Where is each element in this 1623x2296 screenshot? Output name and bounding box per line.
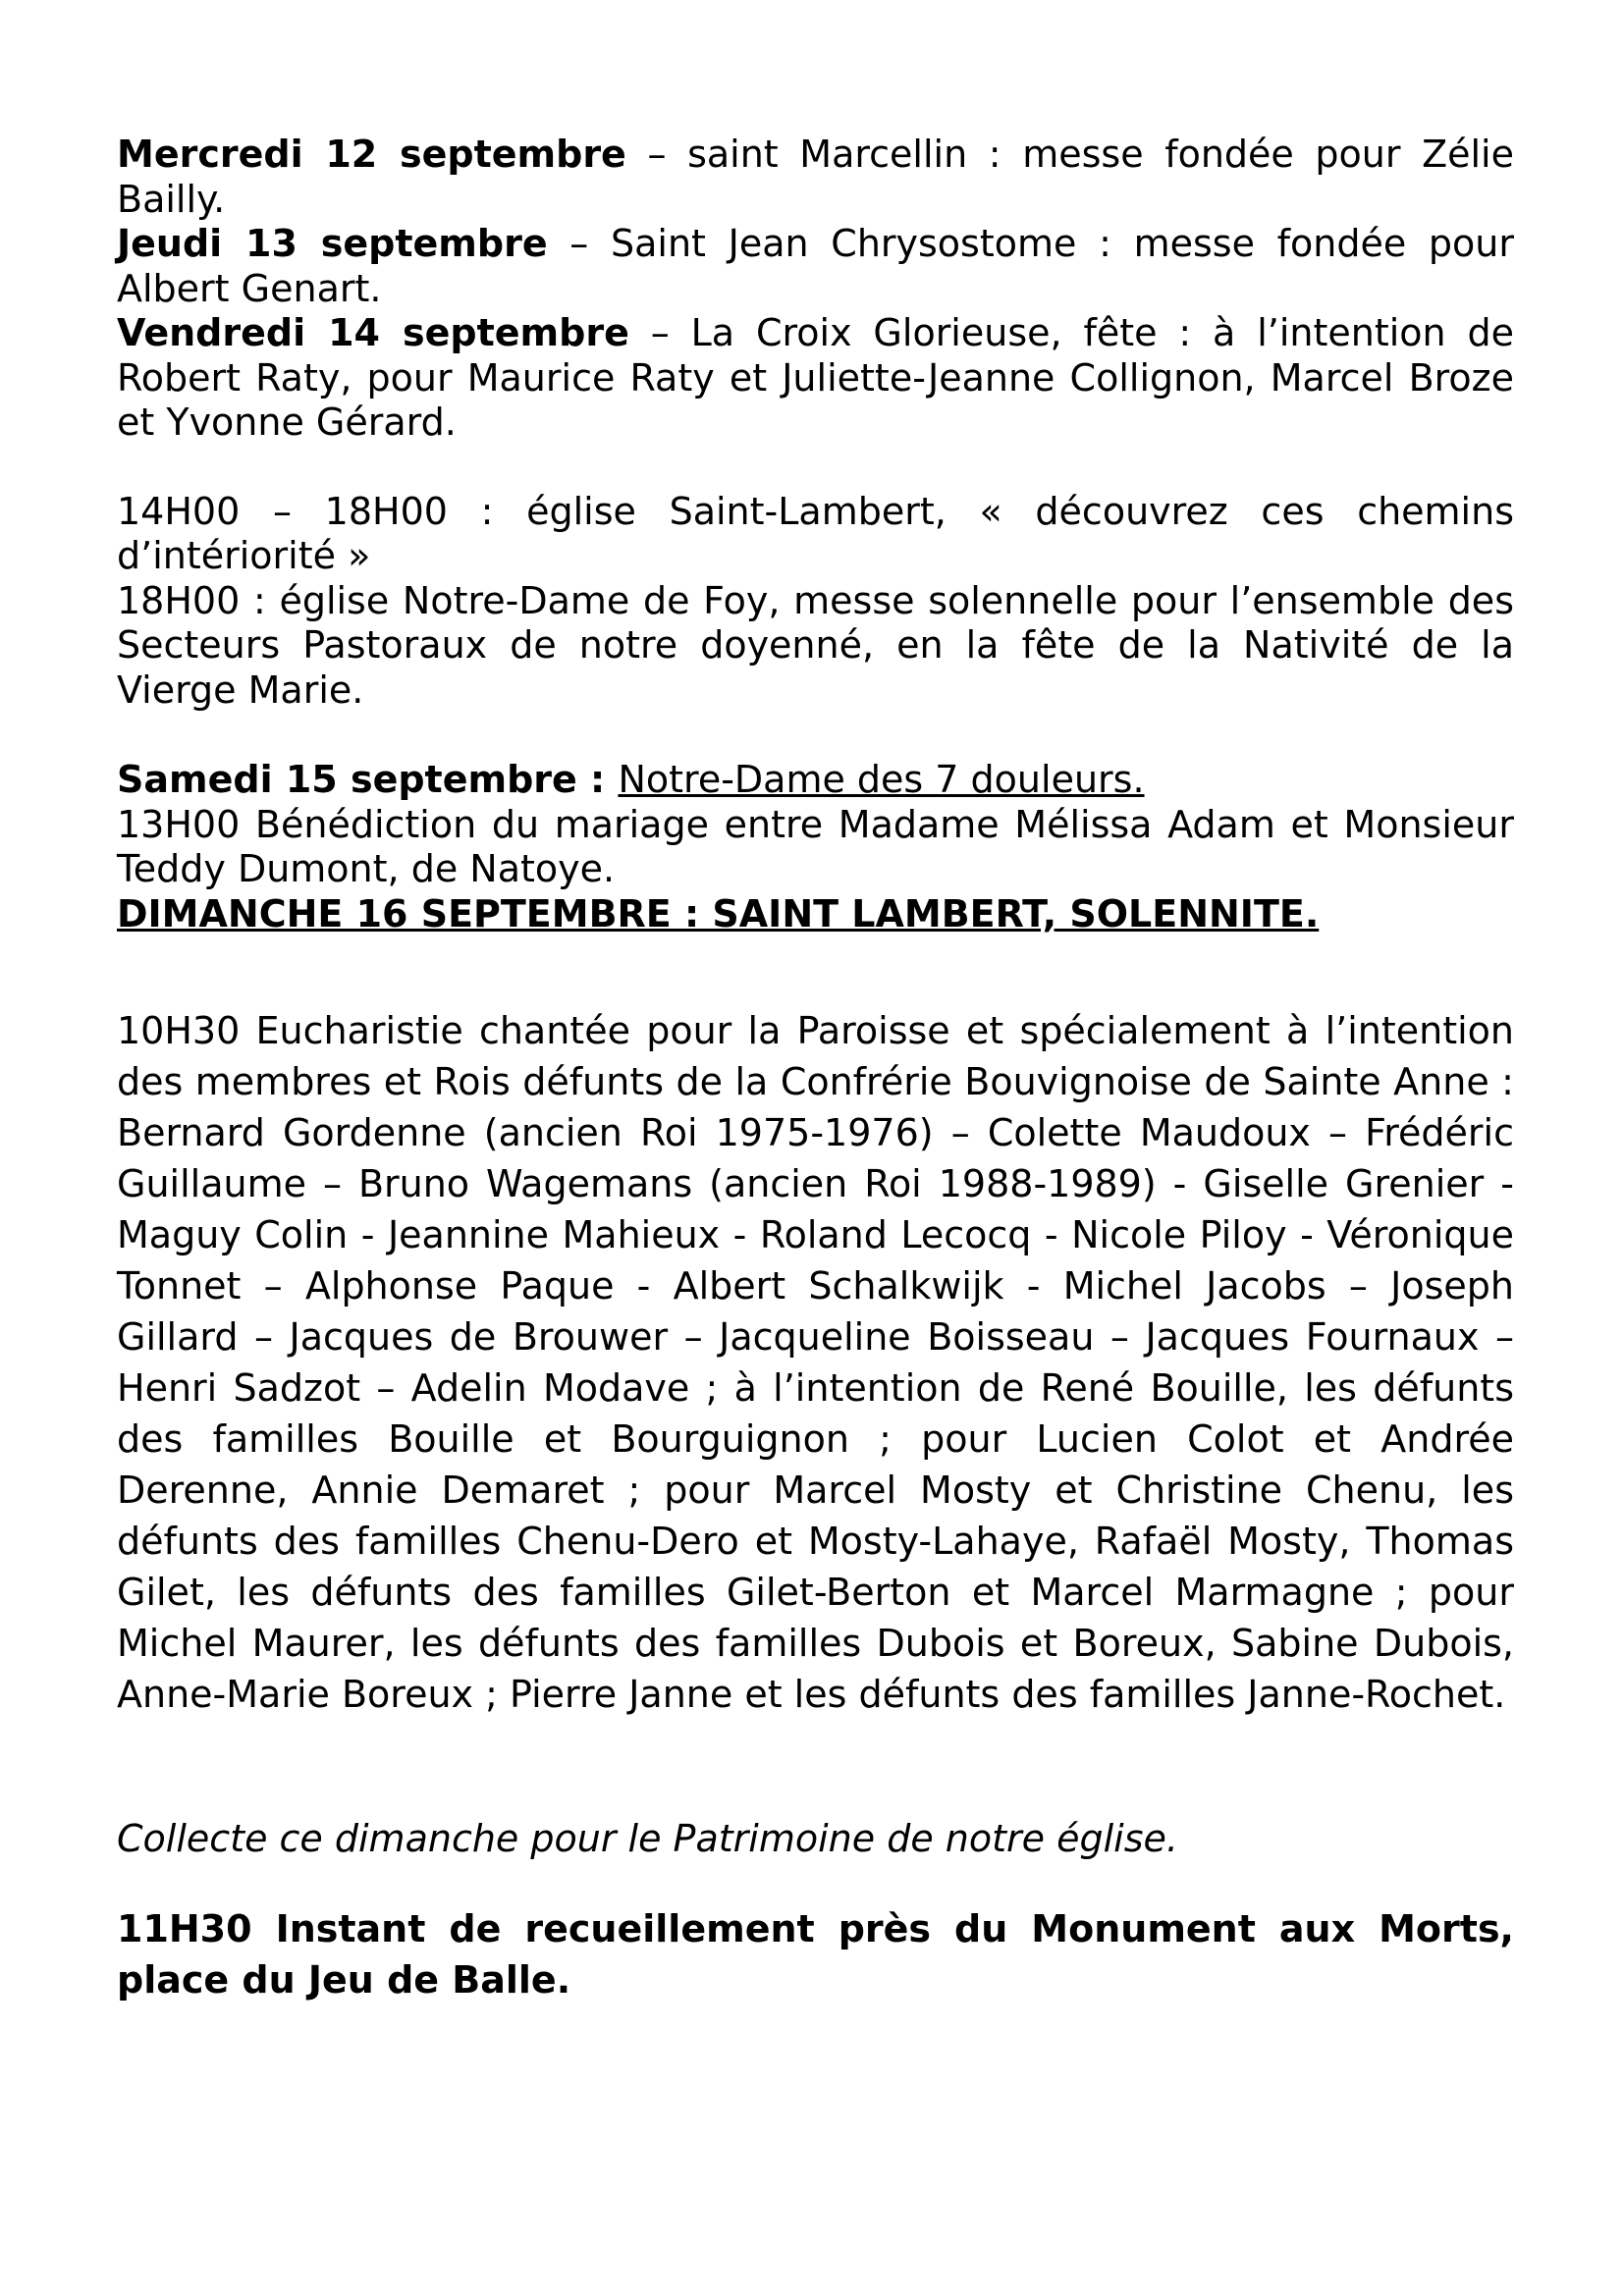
- sunday-heading: DIMANCHE 16 SEPTEMBRE : SAINT LAMBERT, SOLENNITE.: [117, 891, 1320, 935]
- thursday-date: Jeudi 13 septembre: [117, 222, 548, 265]
- thursday-text: – Saint Jean Chrysostome : messe fondée pour Albert Genart.: [117, 222, 1515, 310]
- spacer: [117, 1864, 1514, 1903]
- collection-note: Collecte ce dimanche pour le Patrimoine de notre église.: [117, 1817, 1178, 1860]
- saturday-feast: Notre-Dame des 7 douleurs.: [618, 758, 1145, 801]
- saturday-heading: [117, 758, 1514, 803]
- wednesday-text: – saint Marcellin : messe fondée pour Zélie Bailly.: [117, 133, 1514, 221]
- spacer: [117, 936, 1514, 1005]
- friday-date: Vendredi 14 septembre: [117, 311, 629, 354]
- evening-event: 18H00 : église Notre-Dame de Foy, messe solennelle pour l’ensemble des Secteurs Pastoraux de notre doyenné, en la fête de la Nativité de la Vierge Marie.: [117, 578, 1514, 712]
- wednesday-entry: [117, 133, 1514, 222]
- wedding-entry: 13H00 Bénédiction du mariage entre Madame Mélissa Adam et Monsieur Teddy Dumont, de Natoye.: [117, 802, 1514, 890]
- sunday-mass: 10H30 Eucharistie chantée pour la Paroisse et spécialement à l’intention des membres et Rois défunts de la Confrérie Bouvignoise de Sainte Anne : Bernard Gordenne (ancien Roi 1975-1976) – Colette Maudoux – Frédéric Guillaume – Bruno Wagemans (ancien Roi 1988-1989) - Giselle Grenier - Maguy Colin - Jeannine Mahieux - Roland Lecocq - Nicole Piloy - Véronique Tonnet – Alphonse Paque - Albert Schalkwijk - Michel Jacobs – Joseph Gillard – Jacques de Brouwer – Jacqueline Boisseau – Jacques Fournaux – Henri Sadzot – Adelin Modave ; à l’intention de René Bouille, les défunts des familles Bouille et Bourguignon ; pour Lucien Colot et Andrée Derenne, Annie Demaret ; pour Marcel Mosty et Christine Chenu, les défunts des familles Chenu-Dero et Mosty-Lahaye, Rafaël Mosty, Thomas Gilet, les défunts des familles Gilet-Berton et Marcel Marmagne ; pour Michel Maurer, les défunts des familles Dubois et Boreux, Sabine Dubois, Anne-Marie Boreux ; Pierre Janne et les défunts des familles Janne-Rochet.: [117, 1009, 1514, 1716]
- afternoon-event: 14H00 – 18H00 : église Saint-Lambert, « découvrez ces chemins d’intériorité »: [117, 489, 1514, 577]
- thursday-entry: [117, 222, 1514, 311]
- spacer: [117, 1720, 1514, 1813]
- document-page: [117, 133, 1514, 2005]
- friday-text: – La Croix Glorieuse, fête : à l’intention de Robert Raty, pour Maurice Raty et Juliette-Jeanne Collignon, Marcel Broze et Yvonne Gérard.: [117, 311, 1515, 444]
- remembrance-note: 11H30 Instant de recueillement près du Monument aux Morts, place du Jeu de Balle.: [117, 1907, 1514, 2002]
- saturday-date: Samedi 15 septembre :: [117, 758, 619, 801]
- spacer: [117, 446, 1514, 490]
- friday-entry: [117, 311, 1514, 446]
- spacer: [117, 713, 1514, 758]
- wednesday-date: Mercredi 12 septembre: [117, 133, 626, 176]
